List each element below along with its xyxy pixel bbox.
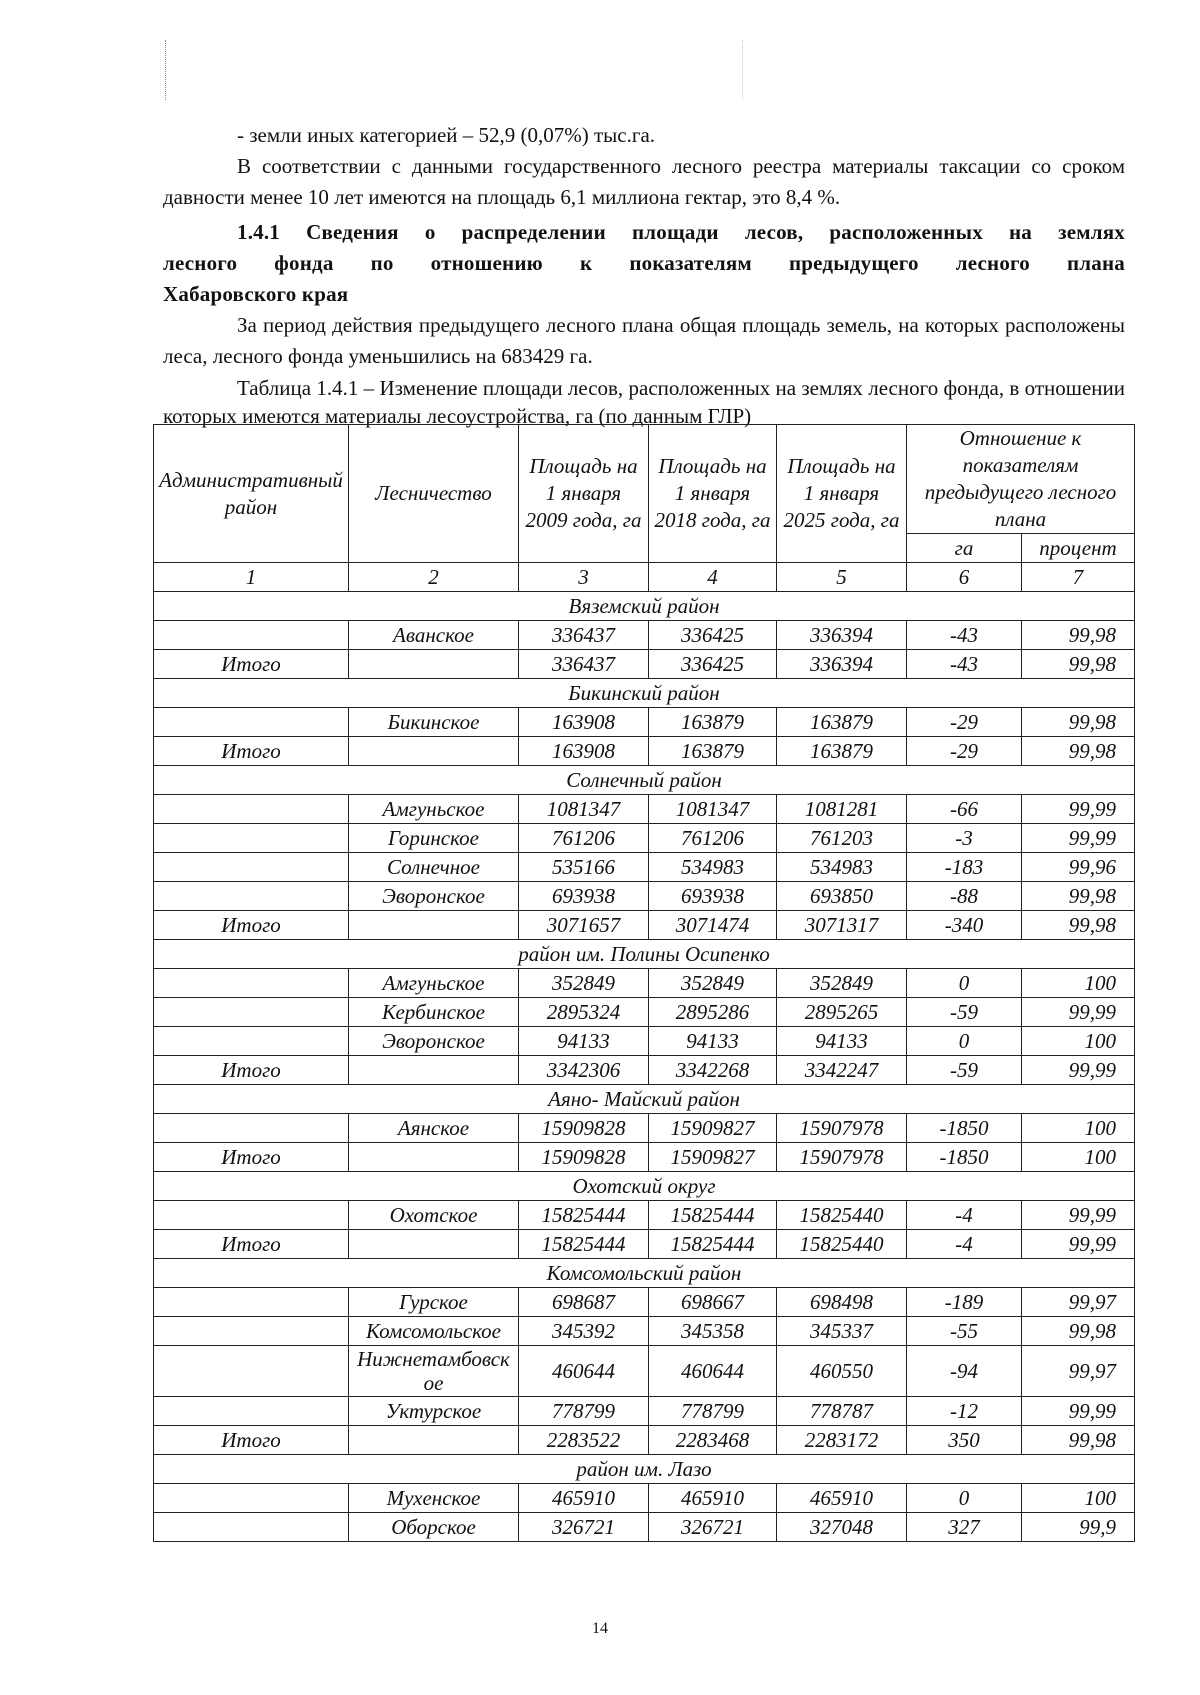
value-a2018: 2895286 [649,998,777,1027]
admin-district-cell [154,708,349,737]
value-a2025: 352849 [777,969,907,998]
value-a2018: 778799 [649,1397,777,1426]
total-a2009: 15909828 [519,1143,649,1172]
value-ha: -29 [907,708,1022,737]
value-pct: 99,99 [1022,998,1135,1027]
value-pct: 100 [1022,1027,1135,1056]
forestry-name: Аянское [349,1114,519,1143]
value-a2025: 336394 [777,621,907,650]
forestry-name: Эворонское [349,1027,519,1056]
value-a2018: 15909827 [649,1114,777,1143]
admin-district-cell [154,1397,349,1426]
total-pct: 99,99 [1022,1056,1135,1085]
value-a2009: 352849 [519,969,649,998]
district-name: Бикинский район [154,679,1135,708]
value-a2025: 460550 [777,1346,907,1397]
total-label: Итого [154,1056,349,1085]
registry-paragraph: В соответствии с данными государственного лесного реестра материалы таксации со сроком давности менее 10 лет имеются на площадь 6,1 миллиона гектар, это 8,4 %. [163,154,1125,209]
forestry-name: Охотское [349,1201,519,1230]
value-ha: -88 [907,882,1022,911]
forestry-name: Амгуньское [349,795,519,824]
other-lands-line: - земли иных категорией – 52,9 (0,07%) тыс.га. [237,123,656,147]
admin-district-cell [154,824,349,853]
header-area-2009: Площадь на 1 января 2009 года, га [519,425,649,563]
forestry-name: Кербинское [349,998,519,1027]
table-row [154,1114,1135,1143]
table-row [154,1317,1135,1346]
column-number: 2 [349,563,519,592]
period-paragraph: За период действия предыдущего лесного плана общая площадь земель, на которых расположены леса, лесного фонда уменьшились на 683429 га. [163,313,1125,368]
total-row [154,737,1135,766]
admin-district-cell [154,882,349,911]
table-row [154,853,1135,882]
forestry-name: Бикинское [349,708,519,737]
value-pct: 99,9 [1022,1513,1135,1542]
forestry-name: Нижнетамбовское [349,1346,519,1397]
district-header-row [154,766,1135,795]
value-ha: -55 [907,1317,1022,1346]
district-header-row [154,592,1135,621]
forestry-name: Комсомольское [349,1317,519,1346]
admin-district-cell [154,621,349,650]
value-ha: 327 [907,1513,1022,1542]
forestry-empty-cell [349,1426,519,1455]
district-name: Аяно- Майский район [154,1085,1135,1114]
forestry-name: Солнечное [349,853,519,882]
value-a2009: 1081347 [519,795,649,824]
admin-district-cell [154,1027,349,1056]
total-row [154,1143,1135,1172]
total-row [154,1056,1135,1085]
value-a2018: 326721 [649,1513,777,1542]
total-pct: 99,98 [1022,650,1135,679]
table-row [154,1201,1135,1230]
value-pct: 99,99 [1022,824,1135,853]
value-a2018: 460644 [649,1346,777,1397]
value-ha: 0 [907,1484,1022,1513]
total-a2018: 15825444 [649,1230,777,1259]
value-ha: 0 [907,969,1022,998]
forestry-name: Оборское [349,1513,519,1542]
column-number: 1 [154,563,349,592]
table-row [154,882,1135,911]
value-pct: 100 [1022,1484,1135,1513]
value-pct: 100 [1022,969,1135,998]
section-heading-line3: Хабаровского края [163,282,349,306]
district-name: Охотский округ [154,1172,1135,1201]
value-a2009: 336437 [519,621,649,650]
total-pct: 99,99 [1022,1230,1135,1259]
value-pct: 99,99 [1022,1397,1135,1426]
section-heading-line1: 1.4.1 Сведения о распределении площади лесов, расположенных на землях [237,220,1125,244]
header-admin-district: Административный район [154,425,349,563]
value-ha: -189 [907,1288,1022,1317]
district-header-row [154,1259,1135,1288]
total-a2009: 3342306 [519,1056,649,1085]
total-a2018: 15909827 [649,1143,777,1172]
value-a2018: 15825444 [649,1201,777,1230]
admin-district-cell [154,1114,349,1143]
value-ha: -59 [907,998,1022,1027]
value-a2018: 345358 [649,1317,777,1346]
total-a2018: 3071474 [649,911,777,940]
total-a2018: 336425 [649,650,777,679]
value-a2025: 15907978 [777,1114,907,1143]
total-a2018: 163879 [649,737,777,766]
total-ha: -4 [907,1230,1022,1259]
value-pct: 99,97 [1022,1346,1135,1397]
value-pct: 99,98 [1022,621,1135,650]
admin-district-cell [154,1513,349,1542]
total-row [154,1230,1135,1259]
admin-district-cell [154,1201,349,1230]
forestry-name: Гурское [349,1288,519,1317]
value-a2009: 465910 [519,1484,649,1513]
value-a2009: 345392 [519,1317,649,1346]
forestry-name: Амгуньское [349,969,519,998]
value-a2009: 693938 [519,882,649,911]
value-a2009: 698687 [519,1288,649,1317]
value-pct: 99,97 [1022,1288,1135,1317]
table-body [154,592,1135,1542]
value-a2018: 698667 [649,1288,777,1317]
value-a2025: 778787 [777,1397,907,1426]
table-row [154,1288,1135,1317]
value-a2009: 15909828 [519,1114,649,1143]
value-a2009: 460644 [519,1346,649,1397]
total-a2009: 163908 [519,737,649,766]
table-row [154,1397,1135,1426]
table-caption: Таблица 1.4.1 – Изменение площади лесов, расположенных на землях лесного фонда, в отношении которых имеются материалы лесоустройства, га (по данным ГЛР) [163,376,1125,428]
header-relation: Отношение к показателям предыдущего лесного плана [907,425,1135,534]
intro-text [163,120,1125,430]
value-pct: 99,96 [1022,853,1135,882]
forestry-empty-cell [349,1056,519,1085]
value-a2009: 535166 [519,853,649,882]
admin-district-cell [154,795,349,824]
value-a2025: 345337 [777,1317,907,1346]
total-a2018: 3342268 [649,1056,777,1085]
total-pct: 100 [1022,1143,1135,1172]
value-pct: 99,98 [1022,1317,1135,1346]
total-label: Итого [154,1426,349,1455]
header-percent: процент [1022,534,1135,563]
total-label: Итого [154,1230,349,1259]
value-ha: 0 [907,1027,1022,1056]
total-pct: 99,98 [1022,1426,1135,1455]
admin-district-cell [154,969,349,998]
value-a2025: 2895265 [777,998,907,1027]
value-pct: 99,98 [1022,708,1135,737]
value-a2009: 2895324 [519,998,649,1027]
value-a2025: 163879 [777,708,907,737]
admin-district-cell [154,1346,349,1397]
value-a2018: 352849 [649,969,777,998]
column-number: 7 [1022,563,1135,592]
column-number: 5 [777,563,907,592]
header-ha: га [907,534,1022,563]
forestry-name: Уктурское [349,1397,519,1426]
total-pct: 99,98 [1022,737,1135,766]
table-row [154,621,1135,650]
total-a2025: 3342247 [777,1056,907,1085]
value-a2025: 327048 [777,1513,907,1542]
scan-artifact-right [742,40,743,100]
value-pct: 100 [1022,1114,1135,1143]
admin-district-cell [154,853,349,882]
district-header-row [154,1085,1135,1114]
district-header-row [154,679,1135,708]
total-a2025: 15907978 [777,1143,907,1172]
column-number: 4 [649,563,777,592]
scan-artifact-left [165,40,166,100]
total-row [154,1426,1135,1455]
value-a2025: 465910 [777,1484,907,1513]
value-ha: -183 [907,853,1022,882]
page-number: 14 [592,1620,608,1637]
value-a2009: 761206 [519,824,649,853]
total-a2009: 2283522 [519,1426,649,1455]
total-ha: 350 [907,1426,1022,1455]
forestry-empty-cell [349,1143,519,1172]
admin-district-cell [154,1317,349,1346]
table-row [154,1346,1135,1397]
forestry-name: Эворонское [349,882,519,911]
admin-district-cell [154,998,349,1027]
value-a2018: 534983 [649,853,777,882]
total-ha: -59 [907,1056,1022,1085]
column-number-row [154,563,1135,592]
district-header-row [154,1455,1135,1484]
header-area-2025: Площадь на 1 января 2025 года, га [777,425,907,563]
total-a2009: 3071657 [519,911,649,940]
value-pct: 99,98 [1022,882,1135,911]
value-ha: -43 [907,621,1022,650]
forestry-empty-cell [349,737,519,766]
value-ha: -12 [907,1397,1022,1426]
value-a2009: 15825444 [519,1201,649,1230]
district-header-row [154,940,1135,969]
value-a2018: 693938 [649,882,777,911]
table-row [154,969,1135,998]
total-ha: -43 [907,650,1022,679]
value-a2025: 693850 [777,882,907,911]
header-area-2018: Площадь на 1 января 2018 года, га [649,425,777,563]
value-a2009: 326721 [519,1513,649,1542]
forestry-name: Аванское [349,621,519,650]
district-header-row [154,1172,1135,1201]
district-name: Комсомольский район [154,1259,1135,1288]
district-name: Солнечный район [154,766,1135,795]
total-a2009: 15825444 [519,1230,649,1259]
value-a2025: 1081281 [777,795,907,824]
total-label: Итого [154,911,349,940]
total-pct: 99,98 [1022,911,1135,940]
district-name: район им. Полины Осипенко [154,940,1135,969]
forestry-empty-cell [349,650,519,679]
value-a2009: 163908 [519,708,649,737]
total-a2018: 2283468 [649,1426,777,1455]
value-ha: -3 [907,824,1022,853]
value-pct: 99,99 [1022,1201,1135,1230]
total-label: Итого [154,1143,349,1172]
value-ha: -94 [907,1346,1022,1397]
table-row [154,1027,1135,1056]
value-a2018: 94133 [649,1027,777,1056]
value-a2025: 15825440 [777,1201,907,1230]
total-label: Итого [154,650,349,679]
forest-area-table [153,424,1135,1542]
section-heading-line2: лесного фонда по отношению к показателям предыдущего лесного плана [163,251,1125,275]
value-a2025: 698498 [777,1288,907,1317]
column-number: 3 [519,563,649,592]
total-ha: -29 [907,737,1022,766]
table-row [154,1484,1135,1513]
total-a2025: 163879 [777,737,907,766]
forestry-empty-cell [349,911,519,940]
value-ha: -66 [907,795,1022,824]
value-a2018: 336425 [649,621,777,650]
table-row [154,824,1135,853]
value-ha: -4 [907,1201,1022,1230]
total-row [154,650,1135,679]
table-row [154,998,1135,1027]
value-a2025: 94133 [777,1027,907,1056]
value-a2018: 761206 [649,824,777,853]
table-row [154,1513,1135,1542]
header-forestry: Лесничество [349,425,519,563]
total-a2025: 15825440 [777,1230,907,1259]
total-ha: -1850 [907,1143,1022,1172]
table-row [154,795,1135,824]
total-ha: -340 [907,911,1022,940]
value-a2018: 163879 [649,708,777,737]
value-a2025: 534983 [777,853,907,882]
value-ha: -1850 [907,1114,1022,1143]
forestry-name: Мухенское [349,1484,519,1513]
district-name: Вяземский район [154,592,1135,621]
total-a2025: 336394 [777,650,907,679]
value-a2009: 94133 [519,1027,649,1056]
total-a2025: 3071317 [777,911,907,940]
total-a2025: 2283172 [777,1426,907,1455]
value-a2009: 778799 [519,1397,649,1426]
table-row [154,708,1135,737]
value-pct: 99,99 [1022,795,1135,824]
value-a2018: 1081347 [649,795,777,824]
total-a2009: 336437 [519,650,649,679]
forestry-name: Горинское [349,824,519,853]
forestry-empty-cell [349,1230,519,1259]
value-a2018: 465910 [649,1484,777,1513]
total-label: Итого [154,737,349,766]
admin-district-cell [154,1484,349,1513]
district-name: район им. Лазо [154,1455,1135,1484]
admin-district-cell [154,1288,349,1317]
column-number: 6 [907,563,1022,592]
value-a2025: 761203 [777,824,907,853]
total-row [154,911,1135,940]
